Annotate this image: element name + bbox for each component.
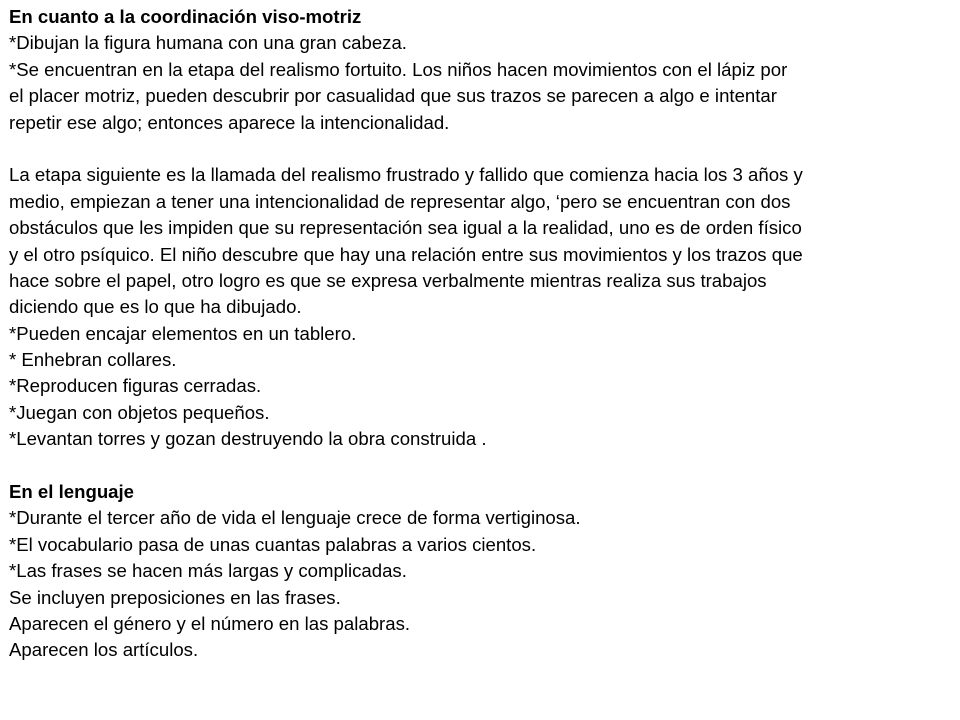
bullet-line: *Durante el tercer año de vida el lenguaje crece de forma vertiginosa.: [9, 507, 581, 529]
text-line: repetir ese algo; entonces aparece la intencionalidad.: [9, 111, 450, 133]
bullet-line: *Las frases se hacen más largas y complicadas.: [9, 560, 407, 582]
text-line: Aparecen el género y el número en las palabras.: [9, 612, 411, 634]
text-line: y el otro psíquico. El niño descubre que hay una relación entre sus movimientos y los trazos que: [9, 243, 803, 265]
text-line: La etapa siguiente es la llamada del realismo frustrado y fallido que comienza hacia los 3 años y: [9, 164, 803, 186]
heading-visomotriz: En cuanto a la coordinación viso-motriz: [9, 6, 362, 27]
bullet-line: *Reproducen figuras cerradas.: [9, 375, 262, 397]
bullet-line: *Levantan torres y gozan destruyendo la obra construida .: [9, 428, 487, 450]
heading-lenguaje: En el lenguaje: [9, 481, 135, 503]
paragraph-spacer: [9, 453, 954, 479]
bullet-line: *Pueden encajar elementos en un tablero.: [9, 322, 357, 344]
text-line: el placer motriz, pueden descubrir por casualidad que sus trazos se parecen a algo e intentar: [9, 85, 777, 107]
bullet-line: *Juegan con objetos pequeños.: [9, 401, 270, 423]
bullet-line: *El vocabulario pasa de unas cuantas palabras a varios cientos.: [9, 533, 537, 555]
text-line: medio, empiezan a tener una intencionalidad de representar algo, ‘pero se encuentran con dos: [9, 190, 791, 212]
text-line: Se incluyen preposiciones en las frases.: [9, 586, 341, 608]
text-line: *Se encuentran en la etapa del realismo fortuito. Los niños hacen movimientos con el lápiz por: [9, 58, 788, 80]
text-line: Aparecen los artículos.: [9, 639, 199, 661]
document-body: [9, 4, 954, 664]
text-line: diciendo que es lo que ha dibujado.: [9, 296, 302, 318]
text-line: hace sobre el papel, otro logro es que se expresa verbalmente mientras realiza sus trabajos: [9, 269, 767, 291]
bullet-line: * Enhebran collares.: [9, 349, 177, 371]
text-line: obstáculos que les impiden que su representación sea igual a la realidad, uno es de orden físico: [9, 217, 802, 239]
paragraph-spacer: [9, 136, 954, 162]
text-line: *Dibujan la figura humana con una gran cabeza.: [9, 32, 407, 54]
